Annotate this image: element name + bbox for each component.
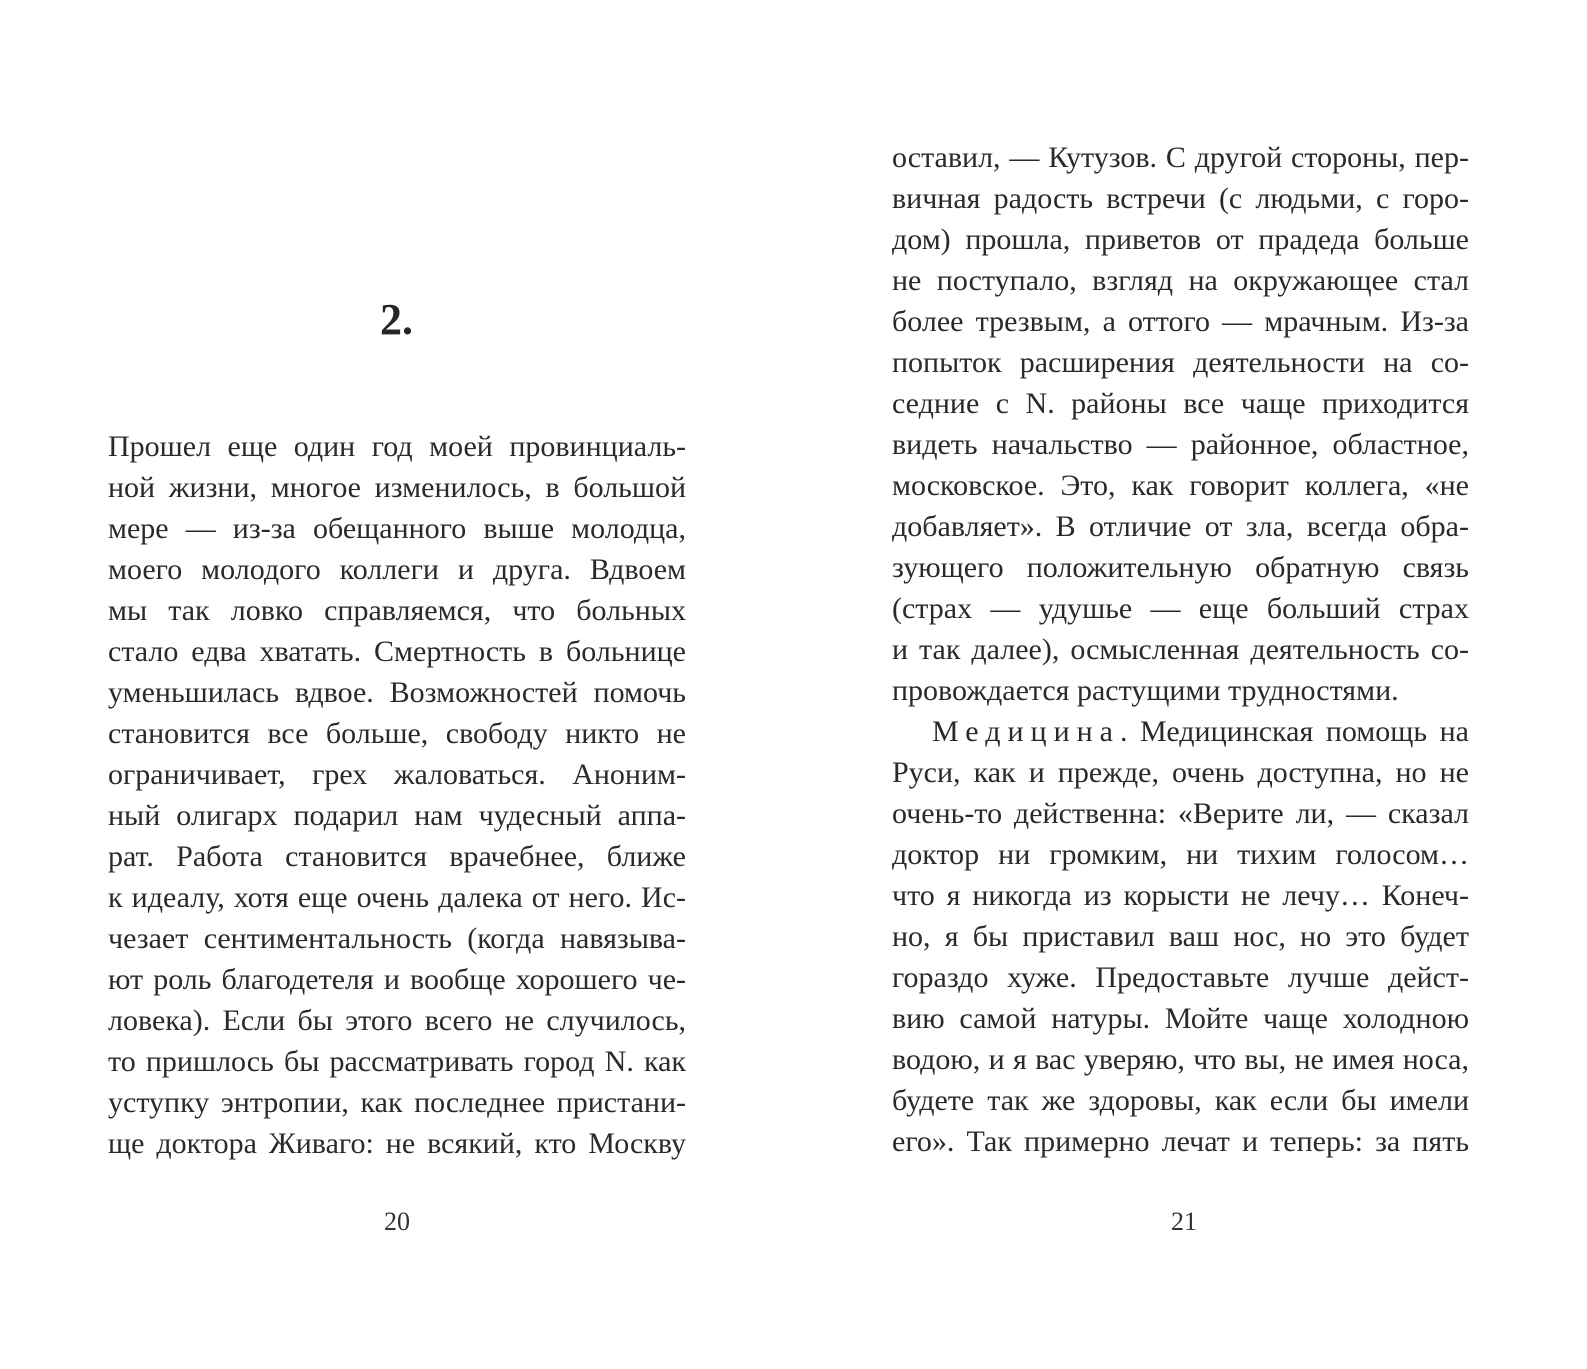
- section-first-line: [892, 711, 1469, 752]
- text-line: будете так же здоровы, как если бы имели: [892, 1084, 1469, 1117]
- text-line: попыток расширения деятельности на со-: [892, 346, 1469, 379]
- text-line: добавляет». В отличие от зла, всегда обра-: [892, 510, 1469, 543]
- text-line: ще доктора Живаго: не всякий, кто Москву: [108, 1127, 686, 1160]
- text-line: моего молодого коллеги и друга. Вдвоем: [108, 553, 686, 586]
- text-line: стало едва хватать. Смертность в больнице: [108, 635, 686, 668]
- chapter-heading: 2.: [380, 295, 413, 344]
- text-line: ный олигарх подарил нам чудесный аппа-: [108, 799, 686, 832]
- text-line: московское. Это, как говорит коллега, «не: [892, 469, 1469, 502]
- text-line: и так далее), осмысленная деятельность со-: [892, 633, 1469, 666]
- text-line: оставил, — Кутузов. С другой стороны, пер-: [892, 141, 1469, 174]
- text-line: ной жизни, многое изменилось, в большой: [108, 471, 686, 504]
- text-line: более трезвым, а оттого — мрачным. Из-за: [892, 305, 1469, 338]
- page-number: 20: [384, 1207, 410, 1236]
- text-line: вию самой натуры. Мойте чаще холодною: [892, 1002, 1469, 1035]
- text-line: водою, и я вас уверяю, что вы, не имея носа,: [892, 1043, 1469, 1076]
- text-line: становится все больше, свободу никто не: [108, 717, 686, 750]
- text-line: доктор ни громким, ни тихим голосом…: [892, 838, 1469, 871]
- text-line: гораздо хуже. Предоставьте лучше дейст-: [892, 961, 1469, 994]
- text-line: чезает сентиментальность (когда навязыва-: [108, 922, 686, 955]
- right-page: [793, 0, 1587, 1369]
- section-word: Медицина: [932, 715, 1120, 748]
- text-line: уменьшилась вдвое. Возможностей помочь: [108, 676, 686, 709]
- text-line: (страх — удушье — еще больший страх: [892, 592, 1469, 625]
- text-line: ограничивает, грех жаловаться. Аноним-: [108, 758, 686, 791]
- text-line: то пришлось бы рассматривать город N. как: [108, 1045, 686, 1078]
- text-line: зующего положительную обратную связь: [892, 551, 1469, 584]
- text-line: ловека). Если бы этого всего не случилось,: [108, 1004, 686, 1037]
- text-line: уступку энтропии, как последнее пристани-: [108, 1086, 686, 1119]
- text-line: что я никогда из корысти не лечу… Конеч-: [892, 879, 1469, 912]
- section-first-line-rest: . Медицинская помощь на: [1120, 715, 1469, 748]
- text-line: мы так ловко справляемся, что больных: [108, 594, 686, 627]
- text-line: дом) прошла, приветов от прадеда больше: [892, 223, 1469, 256]
- left-page-text: [108, 426, 686, 1164]
- text-line: к идеалу, хотя еще очень далека от него. Ис-: [108, 881, 686, 914]
- text-line: очень-то действенна: «Верите ли, — сказал: [892, 797, 1469, 830]
- text-line: видеть начальство — районное, областное,: [892, 428, 1469, 461]
- text-line: не поступало, взгляд на окружающее стал: [892, 264, 1469, 297]
- text-line: ют роль благодетеля и вообще хорошего че-: [108, 963, 686, 996]
- page-number: 21: [1171, 1207, 1197, 1236]
- text-line: вичная радость встречи (с людьми, с горо-: [892, 182, 1469, 215]
- text-line: Прошел еще один год моей провинциаль-: [108, 430, 686, 463]
- right-page-text: [892, 137, 1469, 1162]
- text-line: седние с N. районы все чаще приходится: [892, 387, 1469, 420]
- text-line: провождается растущими трудностями.: [892, 674, 1399, 707]
- text-line: Руси, как и прежде, очень доступна, но не: [892, 756, 1469, 789]
- text-line: его». Так примерно лечат и теперь: за пять: [892, 1125, 1469, 1158]
- text-line: мере — из-за обещанного выше молодца,: [108, 512, 686, 545]
- left-page: [0, 0, 793, 1369]
- text-line: но, я бы приставил ваш нос, но это будет: [892, 920, 1469, 953]
- text-line: рат. Работа становится врачебнее, ближе: [108, 840, 686, 873]
